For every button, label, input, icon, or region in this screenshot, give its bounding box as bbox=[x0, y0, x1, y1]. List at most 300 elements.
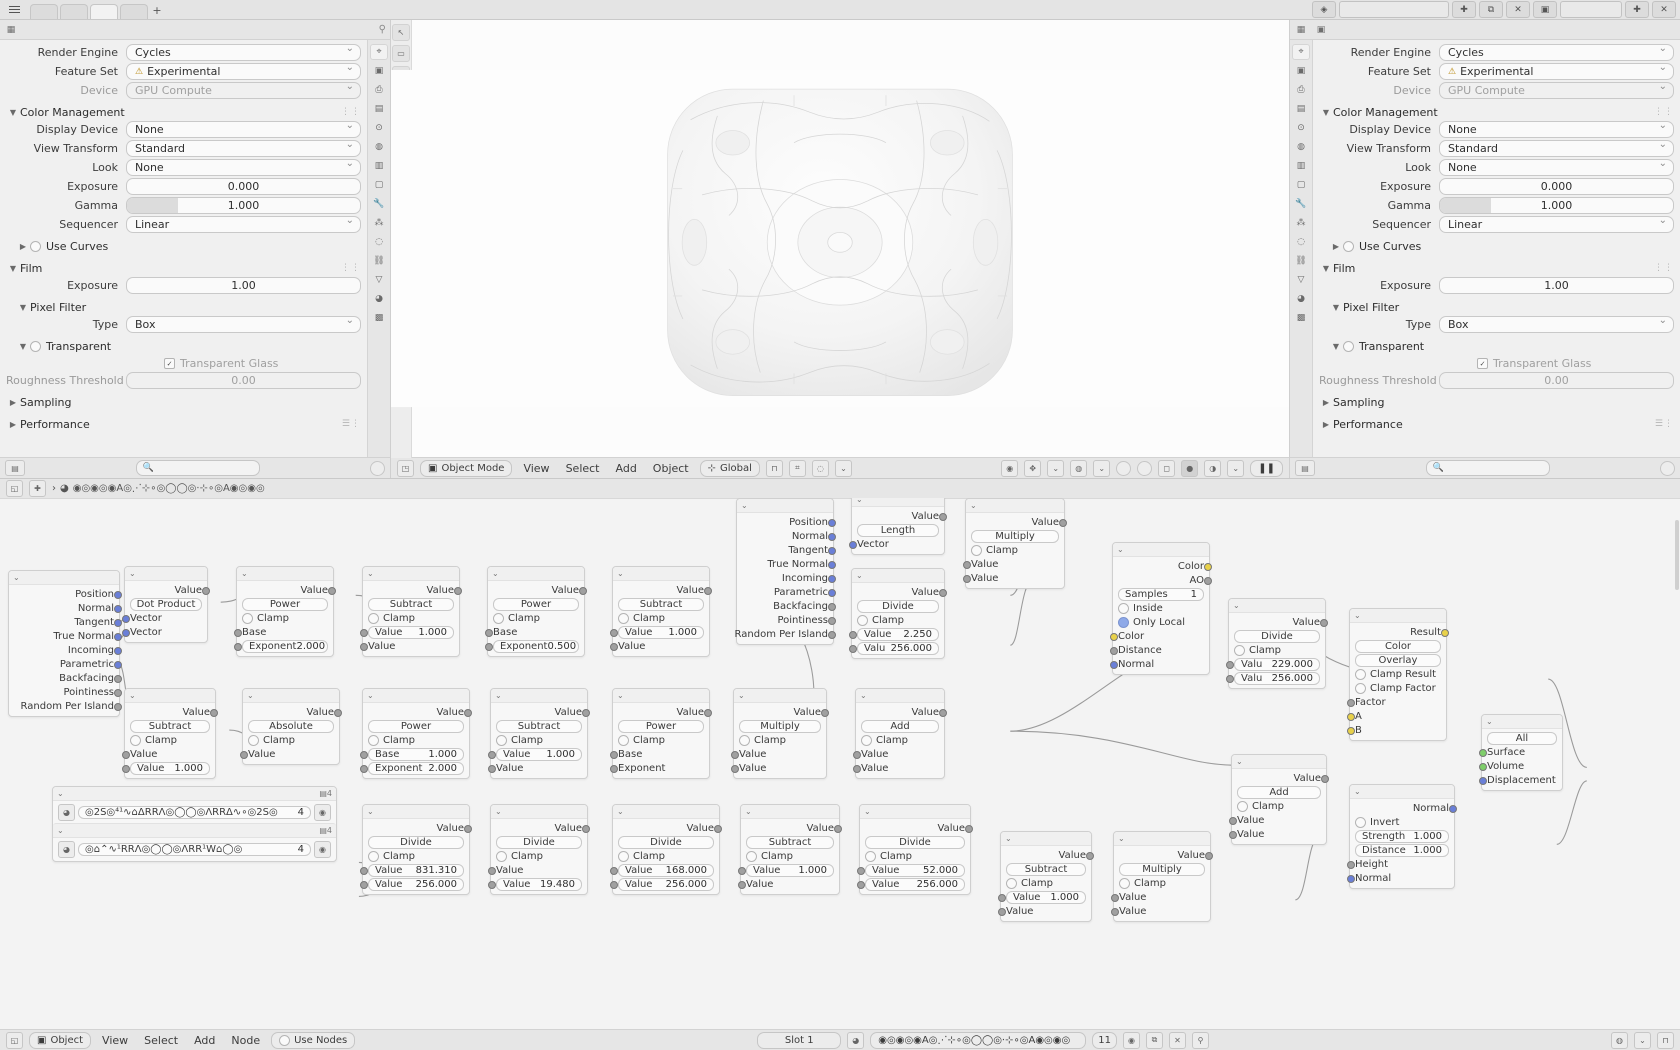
gamma-value[interactable] bbox=[126, 197, 361, 214]
new-material-icon[interactable]: ✚ bbox=[29, 480, 46, 497]
use-nodes-toggle[interactable] bbox=[271, 1032, 355, 1049]
node-output-normal[interactable]: Normal bbox=[742, 529, 828, 543]
collapse-icon[interactable]: ⌄ bbox=[1236, 757, 1243, 766]
transparent-section[interactable] bbox=[1319, 337, 1674, 355]
node-clamp-checkbox[interactable]: Clamp bbox=[368, 611, 454, 625]
tweak-tool-icon[interactable]: ↖ bbox=[392, 24, 410, 41]
exposure-value[interactable] bbox=[1439, 178, 1674, 195]
render-properties-icon[interactable]: ▣ bbox=[1316, 24, 1326, 35]
node-input-value-1[interactable]: Value 1.000 bbox=[618, 625, 704, 639]
node-operation-select[interactable]: Divide bbox=[857, 599, 939, 613]
node-input-value-1[interactable]: Value 1.000 bbox=[496, 747, 582, 761]
node-header[interactable] bbox=[1113, 543, 1209, 557]
node-header[interactable] bbox=[1229, 599, 1325, 613]
node-output-value[interactable]: Value bbox=[739, 705, 821, 719]
node-input-value-1[interactable]: Value bbox=[130, 747, 210, 761]
node-output-normal[interactable]: Normal bbox=[1355, 801, 1449, 815]
tab-tool[interactable]: ⌖ bbox=[370, 44, 388, 60]
node-only-local-checkbox[interactable]: Only Local bbox=[1118, 615, 1204, 629]
tab-constraints[interactable]: ⛓ bbox=[1295, 256, 1307, 266]
node-header[interactable] bbox=[860, 805, 970, 819]
collapse-icon[interactable]: ⌄ bbox=[1005, 834, 1012, 843]
node-input-base[interactable]: Base bbox=[242, 625, 328, 639]
tab-world[interactable]: ◍ bbox=[1297, 142, 1305, 152]
node-header[interactable] bbox=[852, 569, 944, 583]
node-input-value[interactable]: Value bbox=[248, 747, 334, 761]
collapse-icon[interactable]: ⌄ bbox=[57, 826, 64, 835]
node-input-value-1[interactable]: Value 831.310 bbox=[368, 863, 464, 877]
node-operation-select[interactable]: Add bbox=[861, 719, 939, 733]
node-ambient-occlusion[interactable] bbox=[1112, 542, 1210, 675]
copy-scene-icon[interactable]: ⧉ bbox=[1479, 1, 1503, 18]
tab-scene[interactable]: ⊙ bbox=[1297, 123, 1305, 133]
node-header[interactable] bbox=[363, 805, 469, 819]
node-material-output[interactable] bbox=[1481, 714, 1563, 791]
color-management-section[interactable] bbox=[1319, 103, 1674, 121]
node-output-value[interactable]: Value bbox=[368, 705, 464, 719]
tab-collection[interactable]: ▥ bbox=[1296, 161, 1306, 171]
node-header[interactable] bbox=[488, 567, 584, 581]
collapse-icon[interactable]: ⌄ bbox=[367, 569, 374, 578]
tab-render[interactable]: ▣ bbox=[1296, 66, 1306, 76]
collapse-icon[interactable]: ⌄ bbox=[1118, 834, 1125, 843]
look-value[interactable]: None ⌄ bbox=[1439, 159, 1674, 176]
node-header[interactable] bbox=[734, 689, 826, 703]
collapse-icon[interactable]: ⌄ bbox=[247, 691, 254, 700]
collapse-icon[interactable]: ⌄ bbox=[860, 691, 867, 700]
node-header[interactable] bbox=[1114, 832, 1210, 846]
node-operation-select[interactable]: Subtract bbox=[746, 835, 834, 849]
collapse-icon[interactable]: ⌄ bbox=[495, 807, 502, 816]
tab-physics[interactable]: ◌ bbox=[1297, 237, 1305, 247]
overlay-dropdown-icon[interactable]: ⌄ bbox=[1093, 460, 1110, 477]
node-header[interactable] bbox=[363, 567, 459, 581]
collapse-icon[interactable]: ⌄ bbox=[617, 807, 624, 816]
node-input-value-2[interactable]: Valu 256.000 bbox=[1234, 671, 1320, 685]
node-absolute[interactable] bbox=[242, 688, 340, 765]
workspace-tab-4[interactable] bbox=[120, 4, 148, 19]
node-geometry-mid[interactable] bbox=[736, 498, 834, 645]
node-header[interactable] bbox=[1001, 832, 1091, 846]
collapse-icon[interactable]: ⌄ bbox=[856, 571, 863, 580]
tab-collection[interactable]: ▥ bbox=[374, 161, 384, 171]
collapse-icon[interactable]: ⌄ bbox=[856, 498, 863, 504]
node-multiply-2[interactable] bbox=[733, 688, 827, 779]
node-operation-select[interactable]: Subtract bbox=[130, 719, 210, 733]
node-output-value[interactable]: Value bbox=[618, 705, 704, 719]
shading-material-icon[interactable]: ● bbox=[1181, 460, 1198, 477]
node-output-value[interactable]: Value bbox=[248, 705, 334, 719]
node-operation-select[interactable]: Subtract bbox=[1006, 862, 1086, 876]
node-input-vector-1[interactable]: Vector bbox=[130, 611, 202, 625]
node-power-2[interactable] bbox=[487, 566, 585, 657]
tab-object[interactable]: ▢ bbox=[1296, 180, 1306, 190]
menu-add[interactable]: Add bbox=[194, 1033, 216, 1047]
node-input-a[interactable]: A bbox=[1355, 709, 1441, 723]
node-input-base[interactable]: Base bbox=[618, 747, 704, 761]
node-input-value-1[interactable]: Value 168.000 bbox=[618, 863, 714, 877]
node-operation-select[interactable]: Power bbox=[242, 597, 328, 611]
node-input-b[interactable]: B bbox=[1355, 723, 1441, 737]
node-clamp-checkbox[interactable]: Clamp bbox=[1237, 799, 1321, 813]
node-output-value[interactable]: Value bbox=[130, 583, 202, 597]
node-input-height[interactable]: Height bbox=[1355, 857, 1449, 871]
unlink-material-icon[interactable]: ✕ bbox=[1169, 1032, 1186, 1049]
node-canvas[interactable] bbox=[0, 498, 1680, 1030]
node-input-value-2[interactable]: Value bbox=[496, 761, 582, 775]
node-output-value[interactable]: Value bbox=[865, 821, 965, 835]
node-output-value[interactable]: Value bbox=[496, 705, 582, 719]
sampling-section[interactable] bbox=[1319, 393, 1674, 411]
gizmo-dropdown-icon[interactable]: ⌄ bbox=[1047, 460, 1064, 477]
node-header[interactable] bbox=[1232, 755, 1326, 769]
material-users-count[interactable]: 11 bbox=[1092, 1032, 1117, 1049]
collapse-icon[interactable]: ⌄ bbox=[1354, 787, 1361, 796]
node-output-pointiness[interactable]: Pointiness bbox=[14, 685, 114, 699]
add-workspace-button[interactable]: + bbox=[152, 4, 162, 17]
options-icon[interactable] bbox=[370, 461, 385, 476]
node-operation-select[interactable]: Divide bbox=[496, 835, 582, 849]
node-output-value[interactable]: Value bbox=[857, 509, 939, 523]
collapse-icon[interactable]: ⌄ bbox=[13, 573, 20, 582]
view-transform-value[interactable]: Standard ⌄ bbox=[1439, 140, 1674, 157]
feature-set-value[interactable] bbox=[1439, 63, 1674, 80]
node-output-value[interactable]: Value bbox=[242, 583, 328, 597]
node-input-surface[interactable]: Surface bbox=[1487, 745, 1557, 759]
device-value[interactable]: GPU Compute ⌄ bbox=[126, 82, 361, 99]
node-output-color[interactable]: Color bbox=[1118, 559, 1204, 573]
node-clamp-checkbox[interactable]: Clamp bbox=[496, 849, 582, 863]
menu-view[interactable]: View bbox=[523, 461, 550, 475]
gamma-value[interactable] bbox=[1439, 197, 1674, 214]
node-input-value-2[interactable]: Value bbox=[1237, 827, 1321, 841]
color-management-section[interactable] bbox=[6, 103, 361, 121]
tab-texture[interactable]: ▩ bbox=[1296, 313, 1306, 323]
node-input-value-2[interactable]: Value 256.000 bbox=[865, 877, 965, 891]
tab-modifiers[interactable]: 🔧 bbox=[373, 199, 385, 209]
view-transform-value[interactable]: Standard ⌄ bbox=[126, 140, 361, 157]
node-header[interactable] bbox=[491, 689, 587, 703]
tab-data[interactable]: ▽ bbox=[375, 275, 383, 285]
node-multiply-1[interactable] bbox=[965, 498, 1065, 589]
node-invert-checkbox[interactable]: Invert bbox=[1355, 815, 1449, 829]
node-output-value[interactable]: Value bbox=[1234, 615, 1320, 629]
node-subtract-2[interactable] bbox=[612, 566, 710, 657]
tab-particles[interactable]: ⁂ bbox=[374, 218, 384, 228]
node-input-value-2[interactable]: Value 19.480 bbox=[496, 877, 582, 891]
image-datablock-row-2[interactable] bbox=[58, 840, 331, 858]
node-input-value-1[interactable]: Value bbox=[496, 863, 582, 877]
node-header[interactable] bbox=[966, 499, 1064, 513]
tab-view-layer[interactable]: ▤ bbox=[374, 104, 384, 114]
node-clamp-checkbox[interactable]: Clamp bbox=[130, 733, 210, 747]
display-device-value[interactable]: None ⌄ bbox=[1439, 121, 1674, 138]
node-clamp-checkbox[interactable]: Clamp bbox=[746, 849, 834, 863]
node-input-value-2[interactable]: Value bbox=[746, 877, 834, 891]
new-material-icon[interactable]: ⧉ bbox=[1146, 1032, 1163, 1049]
fake-user-icon[interactable]: ◉ bbox=[314, 841, 331, 858]
node-input-value-2[interactable]: Value 256.000 bbox=[368, 877, 464, 891]
node-output-value[interactable]: Value bbox=[618, 583, 704, 597]
tab-tool[interactable]: ⌖ bbox=[1292, 44, 1310, 60]
shader-type-selector[interactable] bbox=[29, 1032, 91, 1049]
shader-node-editor[interactable] bbox=[0, 479, 1680, 1050]
node-header[interactable] bbox=[237, 567, 333, 581]
node-divide-2[interactable] bbox=[1228, 598, 1326, 689]
node-output-value[interactable]: Value bbox=[861, 705, 939, 719]
node-input-value-2[interactable]: Value bbox=[618, 639, 704, 653]
view-object-types-icon[interactable]: ◉ bbox=[1001, 460, 1018, 477]
node-operation-select[interactable]: Power bbox=[493, 597, 579, 611]
node-bump[interactable] bbox=[1349, 784, 1455, 889]
node-strength-field[interactable]: Strength 1.000 bbox=[1355, 829, 1449, 843]
viewlayer-icon[interactable]: ▣ bbox=[1533, 1, 1557, 18]
node-output-value[interactable]: Value bbox=[1119, 848, 1205, 862]
pixel-filter-section[interactable] bbox=[6, 298, 361, 316]
node-clamp-checkbox[interactable]: Clamp bbox=[971, 543, 1059, 557]
node-output-value[interactable]: Value bbox=[368, 583, 454, 597]
node-clamp-factor-checkbox[interactable]: Clamp Factor bbox=[1355, 681, 1441, 695]
delete-scene-icon[interactable]: ✕ bbox=[1506, 1, 1530, 18]
transparent-checkbox[interactable] bbox=[30, 341, 41, 352]
node-input-value-2[interactable]: Value bbox=[861, 761, 939, 775]
node-output-normal[interactable]: Normal bbox=[14, 601, 114, 615]
pixel-filter-section[interactable] bbox=[1319, 298, 1674, 316]
node-input-color[interactable]: Color bbox=[1118, 629, 1204, 643]
overlay-icon[interactable]: ◍ bbox=[1070, 460, 1087, 477]
proportional-falloff-icon[interactable]: ⌄ bbox=[835, 460, 852, 477]
node-output-value[interactable]: Value bbox=[746, 821, 834, 835]
film-exposure-value[interactable]: 1.00 bbox=[126, 277, 361, 294]
node-input-value-2[interactable]: Value bbox=[971, 571, 1059, 585]
node-divide-6[interactable] bbox=[859, 804, 971, 895]
node-input-value-1[interactable]: Value 1.000 bbox=[746, 863, 834, 877]
shading-rendered-icon[interactable]: ◑ bbox=[1204, 460, 1221, 477]
snap-target-icon[interactable]: ⌗ bbox=[789, 460, 806, 477]
node-divide-3[interactable] bbox=[362, 804, 470, 895]
node-operation-select[interactable]: Divide bbox=[368, 835, 464, 849]
node-input-value-2[interactable]: Value bbox=[1119, 904, 1205, 918]
editor-type-icon[interactable]: ▤ bbox=[1295, 460, 1315, 476]
node-input-displacement[interactable]: Displacement bbox=[1487, 773, 1557, 787]
menu-add[interactable]: Add bbox=[615, 461, 637, 475]
node-input-value-2[interactable]: Value bbox=[1006, 904, 1086, 918]
sampling-section[interactable] bbox=[6, 393, 361, 411]
scene-icon[interactable]: ◈ bbox=[1312, 1, 1336, 18]
add-viewlayer-icon[interactable]: ✚ bbox=[1625, 1, 1649, 18]
node-header[interactable] bbox=[491, 805, 587, 819]
node-header[interactable] bbox=[741, 805, 839, 819]
snap-icon[interactable]: ⊓ bbox=[1657, 1032, 1674, 1049]
roughness-threshold-value[interactable]: 0.00 bbox=[1439, 372, 1674, 389]
snap-icon[interactable]: ⊓ bbox=[766, 460, 783, 477]
collapse-icon[interactable]: ⌄ bbox=[741, 501, 748, 510]
overlay-icon[interactable]: ◍ bbox=[1611, 1032, 1628, 1049]
node-input-value-1[interactable]: Value bbox=[1119, 890, 1205, 904]
collapse-icon[interactable]: ⌄ bbox=[367, 807, 374, 816]
node-input-value-1[interactable]: Valu 229.000 bbox=[1234, 657, 1320, 671]
node-clamp-result-checkbox[interactable]: Clamp Result bbox=[1355, 667, 1441, 681]
transform-orientation-selector[interactable] bbox=[700, 460, 760, 477]
filter-type-value[interactable]: Box ⌄ bbox=[1439, 316, 1674, 333]
editor-type-icon[interactable]: ▦ bbox=[1296, 24, 1306, 35]
node-output-random-per-island[interactable]: Random Per Island bbox=[742, 627, 828, 641]
tab-output[interactable]: ⎙ bbox=[1297, 85, 1305, 95]
node-output-ao[interactable]: AO bbox=[1118, 573, 1204, 587]
node-output-backfacing[interactable]: Backfacing bbox=[742, 599, 828, 613]
tab-world[interactable]: ◍ bbox=[375, 142, 383, 152]
pause-render-button[interactable]: ❚❚ bbox=[1250, 460, 1283, 477]
node-input-value-2[interactable]: Value 1.000 bbox=[130, 761, 210, 775]
editor-type-icon[interactable]: ◳ bbox=[397, 460, 414, 477]
node-samples-field[interactable]: Samples 1 bbox=[1118, 587, 1204, 601]
node-operation-select[interactable]: Power bbox=[368, 719, 464, 733]
tab-constraints[interactable]: ⛓ bbox=[373, 256, 385, 266]
display-device-value[interactable]: None ⌄ bbox=[126, 121, 361, 138]
node-mix-color[interactable] bbox=[1349, 608, 1447, 741]
collapse-icon[interactable]: ⌄ bbox=[1233, 601, 1240, 610]
node-output-tangent[interactable]: Tangent bbox=[742, 543, 828, 557]
sequencer-value[interactable]: Linear ⌄ bbox=[126, 216, 361, 233]
node-target-select[interactable]: All bbox=[1487, 731, 1557, 745]
menu-view[interactable]: View bbox=[102, 1033, 129, 1047]
node-header[interactable] bbox=[613, 567, 709, 581]
node-output-true-normal[interactable]: True Normal bbox=[14, 629, 114, 643]
node-operation-select[interactable]: Absolute bbox=[248, 719, 334, 733]
node-input-vector-2[interactable]: Vector bbox=[130, 625, 202, 639]
collapse-icon[interactable]: ⌄ bbox=[864, 807, 871, 816]
tab-data[interactable]: ▽ bbox=[1297, 275, 1305, 285]
collapse-icon[interactable]: ⌄ bbox=[738, 691, 745, 700]
use-curves-section[interactable] bbox=[6, 237, 361, 255]
browse-material-icon[interactable]: ◕ bbox=[847, 1032, 864, 1049]
node-clamp-checkbox[interactable]: Clamp bbox=[857, 613, 939, 627]
workspace-tab-1[interactable] bbox=[30, 4, 58, 19]
render-engine-value[interactable]: Cycles ⌄ bbox=[1439, 44, 1674, 61]
new-scene-icon[interactable]: ✚ bbox=[1452, 1, 1476, 18]
node-clamp-checkbox[interactable]: Clamp bbox=[368, 849, 464, 863]
browse-image-icon[interactable]: ◕ bbox=[58, 841, 75, 858]
node-output-value[interactable]: Value bbox=[496, 821, 582, 835]
node-power-1[interactable] bbox=[236, 566, 334, 657]
node-clamp-checkbox[interactable]: Clamp bbox=[496, 733, 582, 747]
node-operation-select[interactable]: Divide bbox=[1234, 629, 1320, 643]
node-input-value-2[interactable]: Valu 256.000 bbox=[857, 641, 939, 655]
fake-user-icon[interactable]: ◉ bbox=[1123, 1032, 1140, 1049]
editor-type-icon[interactable]: ◱ bbox=[6, 1032, 23, 1049]
search-input[interactable] bbox=[136, 460, 260, 476]
node-operation-select[interactable]: Divide bbox=[865, 835, 965, 849]
node-divide-5[interactable] bbox=[612, 804, 720, 895]
node-output-incoming[interactable]: Incoming bbox=[742, 571, 828, 585]
collapse-icon[interactable]: ⌄ bbox=[745, 807, 752, 816]
node-operation-select[interactable]: Multiply bbox=[971, 529, 1059, 543]
use-curves-checkbox[interactable] bbox=[1343, 241, 1354, 252]
node-header[interactable] bbox=[856, 689, 944, 703]
node-operation-select[interactable]: Multiply bbox=[739, 719, 821, 733]
node-clamp-checkbox[interactable]: Clamp bbox=[618, 733, 704, 747]
node-input-value-1[interactable]: Value bbox=[971, 557, 1059, 571]
use-curves-checkbox[interactable] bbox=[30, 241, 41, 252]
sequencer-value[interactable]: Linear ⌄ bbox=[1439, 216, 1674, 233]
node-clamp-checkbox[interactable]: Clamp bbox=[242, 611, 328, 625]
exposure-value[interactable] bbox=[126, 178, 361, 195]
node-divide-1[interactable] bbox=[851, 568, 945, 659]
collapse-icon[interactable]: ⌄ bbox=[1117, 545, 1124, 554]
image-datablock-row-1[interactable] bbox=[58, 803, 331, 821]
node-output-true-normal[interactable]: True Normal bbox=[742, 557, 828, 571]
node-subtract-4[interactable] bbox=[490, 688, 588, 779]
node-header[interactable] bbox=[9, 571, 119, 585]
collapse-icon[interactable]: ⌄ bbox=[129, 569, 136, 578]
node-output-tangent[interactable]: Tangent bbox=[14, 615, 114, 629]
node-clamp-checkbox[interactable]: Clamp bbox=[1006, 876, 1086, 890]
film-section[interactable] bbox=[1319, 259, 1674, 277]
node-input-value-1[interactable]: Value bbox=[739, 747, 821, 761]
node-output-result[interactable]: Result bbox=[1355, 625, 1441, 639]
node-divide-4[interactable] bbox=[490, 804, 588, 895]
search-input[interactable] bbox=[1426, 460, 1550, 476]
node-clamp-checkbox[interactable]: Clamp bbox=[739, 733, 821, 747]
pin-id-icon[interactable]: ⚲ bbox=[378, 24, 386, 35]
node-header[interactable] bbox=[243, 689, 339, 703]
node-input-normal[interactable]: Normal bbox=[1118, 657, 1204, 671]
node-input-value-1[interactable]: Value 1.000 bbox=[1006, 890, 1086, 904]
node-input-factor[interactable]: Factor bbox=[1355, 695, 1441, 709]
xray-toggle[interactable] bbox=[1116, 461, 1131, 476]
pin-icon[interactable]: ⚲ bbox=[1192, 1032, 1209, 1049]
node-header[interactable] bbox=[363, 689, 469, 703]
material-slot-selector[interactable] bbox=[757, 1032, 841, 1049]
node-output-value[interactable]: Value bbox=[618, 821, 714, 835]
tab-texture[interactable]: ▩ bbox=[374, 313, 384, 323]
node-distance-field[interactable]: Distance 1.000 bbox=[1355, 843, 1449, 857]
node-header[interactable] bbox=[53, 787, 336, 801]
collapse-icon[interactable]: ⌄ bbox=[1354, 611, 1361, 620]
node-output-random-per-island[interactable]: Random Per Island bbox=[14, 699, 114, 713]
node-subheader[interactable] bbox=[53, 823, 336, 838]
material-name-field[interactable] bbox=[870, 1032, 1086, 1049]
node-header[interactable] bbox=[1482, 715, 1562, 729]
node-output-pointiness[interactable]: Pointiness bbox=[742, 613, 828, 627]
node-image-texture-group[interactable] bbox=[52, 786, 337, 862]
node-header[interactable] bbox=[1350, 785, 1454, 799]
node-operation-select[interactable]: Divide bbox=[618, 835, 714, 849]
node-clamp-checkbox[interactable]: Clamp bbox=[865, 849, 965, 863]
node-dot-product[interactable] bbox=[124, 566, 208, 643]
node-input-normal[interactable]: Normal bbox=[1355, 871, 1449, 885]
node-power-3[interactable] bbox=[362, 688, 470, 779]
device-value[interactable]: GPU Compute ⌄ bbox=[1439, 82, 1674, 99]
node-operation-select[interactable]: Dot Product bbox=[130, 597, 202, 611]
viewport-3d[interactable] bbox=[391, 20, 1289, 478]
browse-image-icon[interactable]: ◕ bbox=[58, 804, 75, 821]
node-header[interactable] bbox=[613, 805, 719, 819]
overlay-dropdown-icon[interactable]: ⌄ bbox=[1634, 1032, 1651, 1049]
node-input-value-1[interactable]: Value 2.250 bbox=[857, 627, 939, 641]
remove-viewlayer-icon[interactable]: ✕ bbox=[1652, 1, 1676, 18]
film-exposure-value[interactable]: 1.00 bbox=[1439, 277, 1674, 294]
collapse-icon[interactable]: ⌄ bbox=[970, 501, 977, 510]
performance-section[interactable] bbox=[6, 415, 361, 433]
node-operation-select[interactable]: Subtract bbox=[368, 597, 454, 611]
collapse-icon[interactable]: ⌄ bbox=[1486, 717, 1493, 726]
tab-material[interactable]: ◕ bbox=[1297, 294, 1305, 304]
node-input-value-1[interactable]: Value bbox=[1237, 813, 1321, 827]
filter-type-value[interactable]: Box ⌄ bbox=[126, 316, 361, 333]
node-output-position[interactable]: Position bbox=[742, 515, 828, 529]
transparent-glass-checkbox[interactable]: ✓ bbox=[164, 358, 175, 369]
